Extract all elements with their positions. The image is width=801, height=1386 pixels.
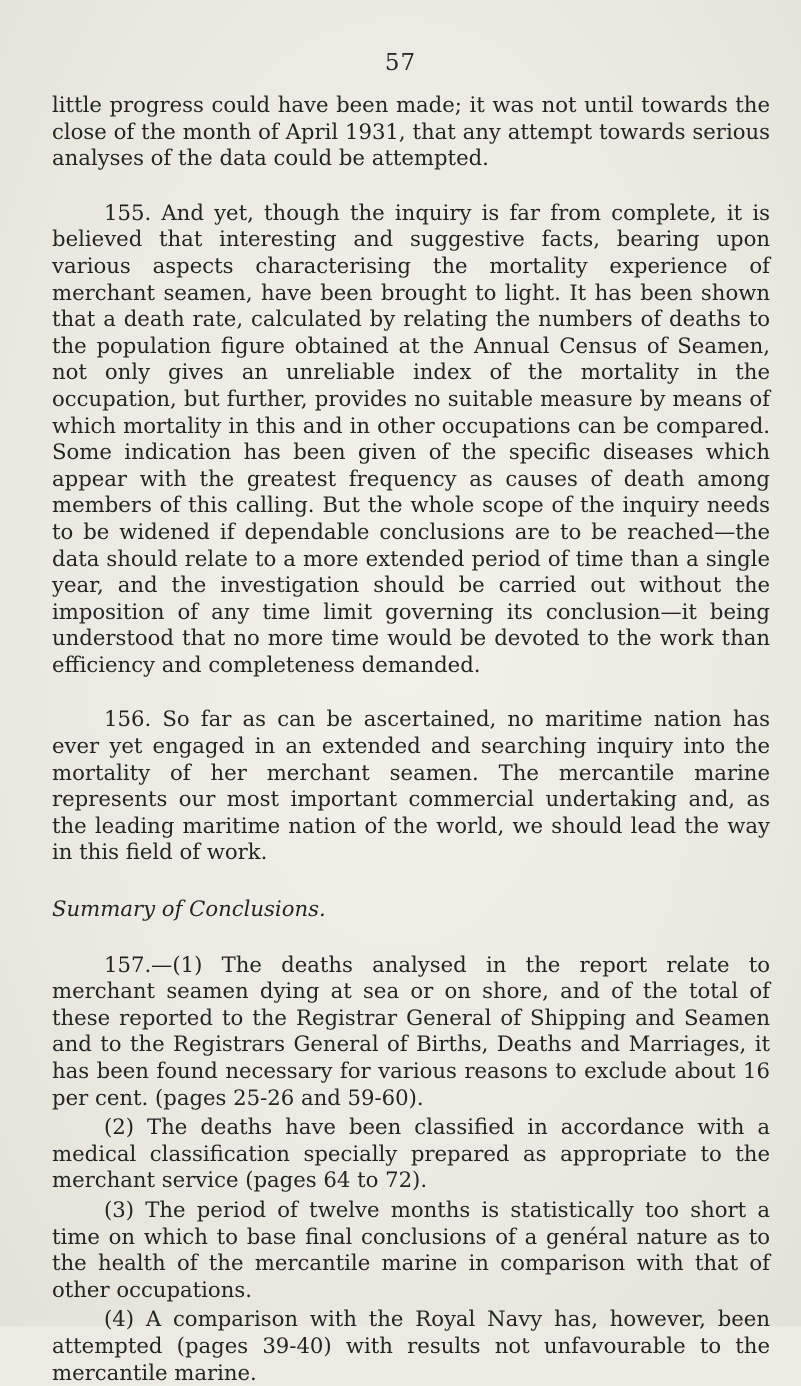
paragraph-continued: little progress could have been made; it was not until towards the close of the month of April 1931, that any attempt towards serious analyses of the data could be attempted. — [52, 92, 770, 171]
conclusion-item: (4) A comparison with the Royal Navy has, however, been attempted (pages 39-40) with results not unfavourable to the mercantile marine. — [52, 1306, 770, 1385]
conclusion-item: (2) The deaths have been classified in accordance with a medical classification specially prepared as appropriate to the merchant service (pages 64 to 72). — [52, 1114, 770, 1193]
body-text — [52, 92, 770, 1386]
paragraph-155: 155. And yet, though the inquiry is far from complete, it is believed that interesting and suggestive facts, bearing upon various aspects characterising the mortality experience of merchant seamen, have been brought to light. It has been shown that a death rate, calculated by relating the numbers of deaths to the population figure obtained at the Annual Census of Seamen, not only gives an unreliable index of the mortality in the occupation, but further, provides no suitable measure by means of which mortality in this and in other occupations can be compared. Some indication has been given of the specific diseases which appear with the greatest frequency as causes of death among members of this calling. But the whole scope of the inquiry needs to be widened if dependable conclusions are to be reached—the data should relate to a more extended period of time than a single year, and the investigation should be carried out without the imposition of any time limit governing its conclusion—it being understood that no more time would be devoted to the work than efficiency and completeness demanded. — [52, 199, 770, 677]
conclusion-item: (3) The period of twelve months is statistically too short a time on which to base final conclusions of a genéral nature as to the health of the mercantile marine in comparison with that of other occupations. — [52, 1196, 770, 1302]
section-heading: Summary of Conclusions. — [52, 896, 326, 922]
conclusion-item: 157.—(1) The deaths analysed in the report relate to merchant seamen dying at sea or on shore, and of the total of these reported to the Registrar General of Shipping and Seamen and to the Registrars General of Births, Deaths and Marriages, it has been found necessary for various reasons to exclude about 16 per cent. (pages 25-26 and 59-60). — [52, 951, 770, 1110]
page-number: 57 — [384, 50, 417, 76]
paragraph-156: 156. So far as can be ascertained, no maritime nation has ever yet engaged in an extended and searching inquiry into the mortality of her merchant seamen. The mercantile marine represents our most important commercial undertaking and, as the leading maritime nation of the world, we should lead the way in this field of work. — [52, 706, 770, 865]
